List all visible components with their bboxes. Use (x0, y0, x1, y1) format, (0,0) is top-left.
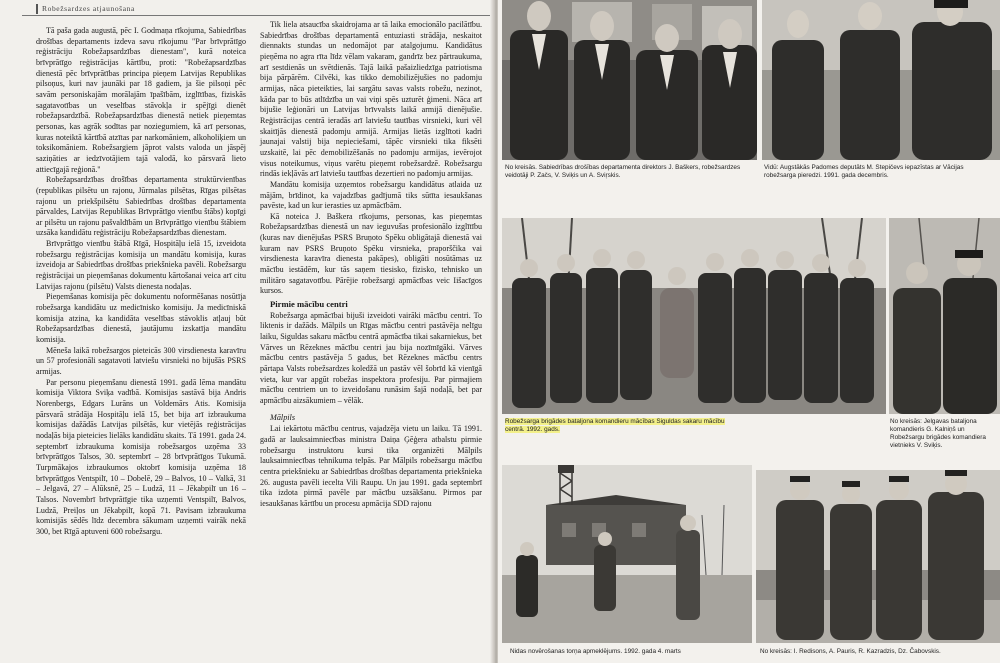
subheading: Mālpils (270, 412, 296, 422)
photo-officials-indoor (502, 0, 757, 160)
paragraph: Mēneša laikā robežsargos pieteicās 300 virsdienesta karavīru un 57 profesionāli sagatavoti latviešu virsnieki no bijušās PSRS armijas. (36, 345, 246, 376)
running-head-marker (36, 4, 38, 14)
paragraph: Lai iekārtotu mācību centrus, vajadzēja vietu un laiku. Tā 1991. gadā ar lauksaimniecības ministra Daiņa Ģēģera atbalstu pirmie robežsargu instruktoru kursi tika organizēti Mālpils lauksaimniecības tehnikuma telpās. Par Mālpils robežsargu mācību centra priekšnieku ar Sabiedrības drošības departamenta priekšnieka 26. augusta pavēli iecelta Vili Raupu. Un jau 1991. gada septembrī tika izdota pirmā pavēle par mācību uzsākšanu. Pirmos par iesaukšanas kārtību un procesu apmācija SDD rajonu (260, 424, 482, 508)
text-column-2 (260, 20, 482, 510)
section-heading: Pirmie mācību centri (270, 299, 348, 310)
paragraph: Tik liela atsaucība skaidrojama ar tā laika emocionālo pacilātību. Sabiedrības drošības departamentā entuziasti strādāja, neskaitot diennakts stundas un nedomājot par atalgojumu. Kandidātus pieņēma no agra rīta līdz vēlam vakaram, gandrīz bez pārtraukuma, arī sestdienās un svētdienās. Tajā laikā pašaizliedzīga patriotisma bija pārpārēm. Cilvēki, kas tikko demobilizējušies no padomju armijas, nāca pieteikties, lai sargātu savas valsts robežu, nezinot, kāda par to būs atlīdzība un vai viņi spēs uzturēt ģimeni. Nāca arī bijušie leģionāri un Latvijas brīvvalsts laikā armijā dienējušie. Reģistrācijas centrā ieradās arī latviešu tautības virsnieki, kuri vēl skaitījās dienestā padomju armijā. Armijas lietās izglītoti kadri jaunajai valstij bija nepieciešami, tāpēc virsnieki tika fiksēti uzskaitē, lai pēc demobilizēšanās no padomju armijas, ievērojot visus noteikumus, viņus varētu pieņemt robežsardzē. Robežsargu rindās iekļāvās arī latviešu tautības dezertieri no padomju armijas. (260, 20, 482, 179)
caption-photo-1: No kreisās. Sabiedrības drošības departamenta direktors J. Baškers, robežsardzes veidotāji P. Začs, V. Sviķis un A. Sviŗskis. (505, 164, 741, 179)
paragraph: Tā paša gada augustā, pēc I. Godmaņa rīkojuma, Sabiedrības drošības departaments izdeva savu rīkojumu "Par brīvprātīgo reģistrāciju Robežapsardzības dienestam", kurā noteica brīvprātīgo reģistrācijas kārtību, proti: "Robežapsardzības dienestā pēc brīvprātības principa pieņem Latvijas Republikas pilsoņus, kuri nav jaunāki par 18 gadiem, ja šie pilsoņi pēc savām personiskajām morālajām īpašībām, izglītības, fiziskās sagatavotības un veselības stāvokļa ir spējīgi dienēt robežapsardzībā. Robežapsardzības dienestā netiek pieņemtas personas, kas agrāk sodītas par noziegumiem, kā arī personas, kuras noteiktā kārtībā atzītas par narkomāniem, alkoholiķiem un toksikomāniem. Robežsargiem jāprot valsts valoda un jāspēj saziņāties ar iedzīvotājiem tajā valodā, ko pārsvarā lieto attiecīgajā reģionā." (36, 26, 246, 174)
paragraph: Kā noteica J. Baškera rīkojums, personas, kas pieņemtas Robežapsardzības dienestā un nav ieguvušas profesionālo izglītību (kuras nav dienējušas PSRS Bruņoto Spēku obligātajā dienestā vai kuram nav PSRS Bruņoto Spēku virsnieka, praporščika vai virsdienesta karavīra dienesta pakāpes), obligāti nosūtāmas uz mācību iestādēm, kur tās saņem tiesisko, fizisko, tehnisko un militāro sagatavotību. Pārējie robežsargi apmācības veic Iišacīgos kursos. (260, 211, 482, 296)
text-column-1 (36, 26, 246, 538)
paragraph: Par personu pieņemšanu dienestā 1991. gadā lēma mandātu komisija Viktora Sviķa vadībā. Komisijas sastāvā bija Andris Norenbergs, Edgars Lurāns un Voldemārs Atis. Komisija pārsvarā strādāja Hospitāļu ielā 15, bet bija arī izbraukuma komisijas dažādās Latvijas pilsētās, kur vietējās reģistrācijas nodaļās bija pieteicies lielāks kandidātu skaits. Tā 1991. gada 24. septembrī izbraukuma komisija robežsargos uzņēma 33 brīvprātīgos Talsos, 30. septembrī – 28 brīvprātīgos Tukumā. Turpmākajos izbraukumos oktobrī komisija uzņēma 18 brīvprātīgos Ventspilī, 10 – Dobelē, 29 – Balvos, 10 – Valkā, 31 – Jelgavā, 27 – Alūksnē, 25 – Ludzā, 11 – Jēkabpilī un 16 – Talsos. Novembrī brīvprātīgie tika uzņemti Ventspilī, Balvos, Ludzā, Preiļos un Jēkabpilī, kopā 71. Pavisam izbraukuma komisijās sēdēs līdz decembra sākumam uzņemti vairāk nekā 300, bet Rīgā aptuveni 600 robežsargu. (36, 377, 246, 536)
running-head (22, 4, 492, 16)
caption-photo-3 (505, 418, 735, 434)
left-page (0, 0, 494, 663)
photo-officials-outdoor (762, 0, 1000, 160)
caption-photo-6: No kreisās: I. Redisons, A. Pauris, R. Kazradzis, Dz. Čabovskis. (760, 648, 941, 655)
caption-photo-4: No kreisās: Jelgavas bataljona komandieris G. Kalniņš un Robežsargu brigādes komandiera vietnieks V. Sviķis. (890, 418, 986, 449)
paragraph: Pieņemšanas komisija pēc dokumentu noformēšanas nosūtīja robežsarga kandidātu uz medicīnisko komisiju. Ja medicīniskā komisija atzina, ka kandidāta veselības stāvoklis atļauj būt Robežapsardzības dienestā, jautājumu izskatīja mandātu komisija. (36, 292, 246, 345)
running-head-text: Robežsardzes atjaunošana (42, 4, 135, 13)
caption-photo-3-text: Robežsarga brigādes bataljona komandieru mācības Siguldas sakaru mācību centrā. 1992. gads. (505, 418, 725, 433)
paragraph: Mandātu komisija uzņemtos robežsargu kandidātus atlaida uz mājām, brīdinot, ka vajadzības gadījumā tiks sūtīta iesaukšanas pavēste, kad un kur ierasties uz apmācībām. (260, 179, 482, 211)
paragraph: Robežsarga apmācībai bijuši izveidoti vairāki mācību centri. To liktenis ir dažāds. Mālpils un Rīgas mācību centri pastāvēja nelīgu laiku, Siguldas sakaru mācību centrā apmācība tikai sakarniekus, bet Vārves un Rēzeknes mācību centri jau bija nozīmīgāki. Vārves mācību centrs pastāvēja 5 gadus, bet Rēzeknes mācību centrs pārtapa Valsts robežsardzes koledžā un pastāv vēl šobrīd kā vienīgā vieta, kur var apgūt robežas inspektora profesiju. Par pirmajiem mācību centriem un to izveidošanu runāsim šajā nodaļā, bet par apmācību aizsākumiem – vēlāk. (260, 310, 482, 405)
caption-photo-2: Vidū: Augstākās Padomes deputāts M. Stepičevs iepazīstas ar Vācijas robežsarga pieredzi. 1991. gada decembris. (764, 164, 964, 179)
caption-photo-5: Nidas novērošanas torņa apmeklējums. 1992. gada 4. marts (510, 648, 681, 655)
photo-jelgava-commanders (889, 218, 1000, 414)
photo-four-officers (756, 470, 1000, 643)
photo-battalion-commanders (502, 218, 886, 414)
photo-nida-tower (502, 465, 752, 643)
paragraph: Brīvprātīgo vienību štābā Rīgā, Hospitāļu ielā 15, izveidota robežsargu reģistrācijas komisija un mandātu komisija, kuras izveidoja ar Sabiedrības drošības priekšnieka pavēli. Robežsargu reģistrācijai un pieņemšanas dokumentu kārtošanai veica arī citu Latvijas rajonu (pilsētu) Valsts dienesta nodaļas. (36, 239, 246, 291)
paragraph: Robežapsardzības drošības departamenta struktūrvienības (republikas pilsētu un rajonu, Jūrmalas pilsētas, Rīgas pilsētas rajonu un priekšpilsētu Sabiedrības drošības departamenta pārvaldes, Latvijas Republikas Brīvprātīgo vienību štābs) kopīgi ar pilsētu un rajonu pašvaldībām un Brīvprātīgo vienību štābiem uzsāka kandidātu reģistrāciju Robežapsardzības dienestam. (36, 175, 246, 238)
